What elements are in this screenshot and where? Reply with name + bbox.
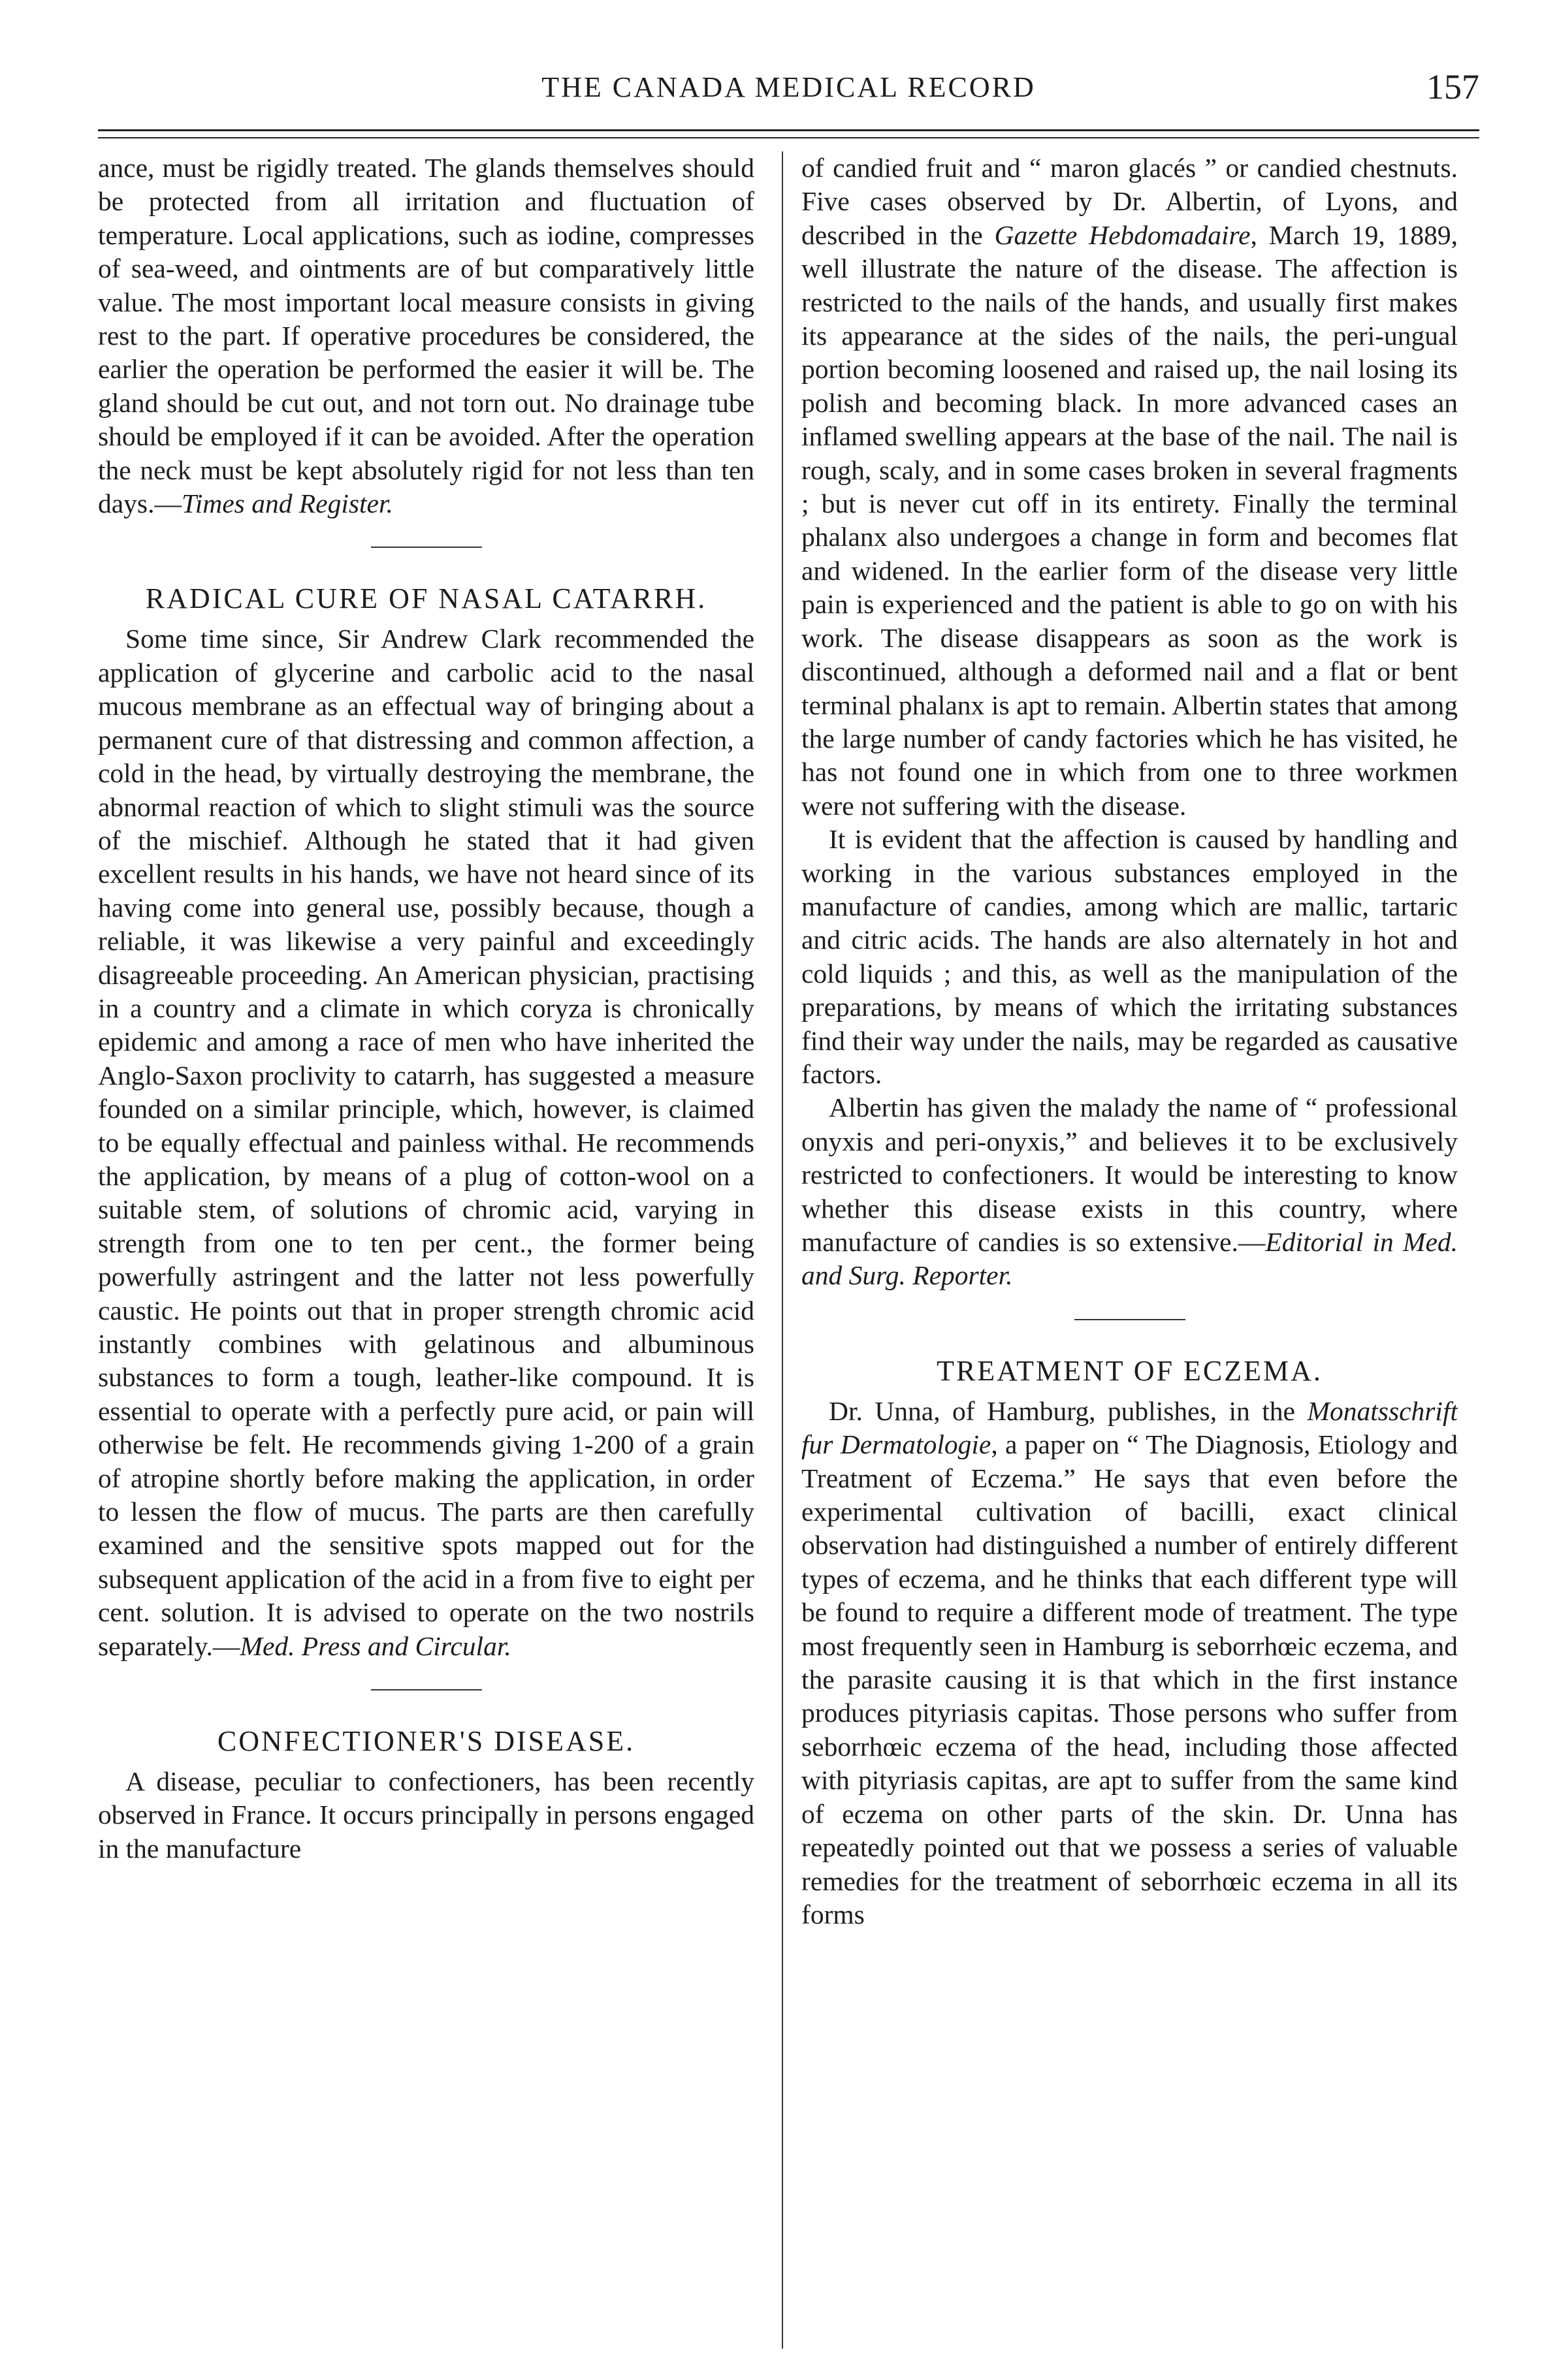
journal-name: Gazette Hebdomadaire [994,219,1251,250]
page-number: 157 [1426,67,1479,106]
header-rule [98,129,1479,131]
header-rule-thin [98,137,1479,138]
section-divider [1074,1319,1185,1320]
source-citation: Med. Press and Circular. [240,1630,511,1661]
article-continuation: ance, must be rigidly treated. The glands themselves should be protected from all irritation and fluctuation of temperature. Local applications, such as iodine, compresses of sea-weed, and ointments are of but comparatively little value. The most important local measure consists in giving rest to the part. If operative procedures be considered, the earlier the operation be performed the easier it will be. The gland should be cut out, and not torn out. No drainage tube should be employed if it can be avoided. After the operation the neck must be kept absolutely rigid for not less than ten days.—Times and Register. [98,153,754,519]
article-heading: TREATMENT OF ECZEMA. [937,1354,1323,1387]
left-column [98,151,754,2345]
journal-title: THE CANADA MEDICAL RECORD [541,71,1036,103]
article-heading: RADICAL CURE OF NASAL CATARRH. [145,582,707,615]
article-body: It is evident that the affection is caused by handling and working in the various substances employed in the manufacture of candies, among which are mallic, tartaric and citric acids. The hands are also alternately in hot and cold liquids ; and this, as well as the manipulation of the preparations, by means of which the irritating substances find their way under the nails, may be regarded as causative factors. [801,824,1458,1089]
article-body-continued: of candied fruit and “ maron glacés ” or candied chestnuts. Five cases observed by Dr. Albertin, of Lyons, and described in the Gazette Hebdomadaire, March 19, 1889, well illustrate the nature of the disease. The affection is restricted to the nails of the hands, and usually first makes its appearance at the sides of the nails, the peri-ungual portion becoming loosened and raised up, the nail losing its polish and becoming black. In more advanced cases an inflamed swelling appears at the base of the nail. The nail is rough, scaly, and in some cases broken in several fragments ; but is never cut off in its entirety. Finally the terminal phalanx also undergoes a change in form and becomes flat and widened. In the earlier form of the disease very little pain is experienced and the patient is able to go on with his work. The disease disappears as soon as the work is discontinued, although a deformed nail and a flat or bent terminal phalanx is apt to remain. Albertin states that among the large number of candy factories which he has visited, he has not found one in which from one to three workmen were not suffering with the disease. [801,153,1458,821]
article-body: A disease, peculiar to confectioners, has been recently observed in France. It occurs principally in persons engaged in the manufacture [98,1766,754,1864]
running-head [98,67,1479,116]
section-divider [371,547,482,548]
article-heading: CONFECTIONER'S DISEASE. [217,1725,635,1758]
article-body: Dr. Unna, of Hamburg, publishes, in the Monatsschrift fur Dermatologie, a paper on “ The Diagnosis, Etiology and Treatment of Eczema.” He says that even before the experimental cultivation of bacilli, exact clinical observation had distinguished a number of entirely different types of eczema, and he thinks that each different type will be found to require a different mode of treatment. The type most frequently seen in Hamburg is seborrhœic eczema, and the parasite causing it is that which in the first instance produces pityriasis capitas. Those persons who suffer from seborrhœic eczema of the head, including those affected with pityriasis capitas, are apt to suffer from the same kind of eczema on other parts of the skin. Dr. Unna has repeatedly pointed out that we possess a series of valuable remedies for the treatment of seborrhœic eczema in all its forms [801,1395,1458,1929]
source-citation: Editorial in Med. and Surg. Reporter. [801,1227,1458,1291]
journal-name: Monatsschrift fur Dermatologie [801,1395,1458,1460]
article-body: Albertin has given the malady the name of “ professional onyxis and peri-onyxis,” and believes it to be exclusively restricted to confectioners. It would be interesting to know whether this disease exists in this country, where manufacture of candies is so extensive.—Editorial in Med. and Surg. Reporter. [801,1092,1458,1291]
article-body: Some time since, Sir Andrew Clark recommended the application of glycerine and carbolic acid to the nasal mucous membrane as an effectual way of bringing about a permanent cure of that distressing and common affection, a cold in the head, by virtually destroying the membrane, the abnormal reaction of which to slight stimuli was the source of the mischief. Although he stated that it had given excellent results in his hands, we have not heard since of its having come into general use, possibly because, though a reliable, it was likewise a very painful and exceedingly disagreeable proceeding. An American physician, practising in a country and a climate in which coryza is chronically epidemic and among a race of men who have inherited the Anglo-Saxon proclivity to catarrh, has suggested a measure founded on a similar principle, which, however, is claimed to be equally effectual and painless withal. He recommends the application, by means of a plug of cotton-wool on a suitable stem, of solutions of chromic acid, varying in strength from one to ten per cent., the former being powerfully astringent and the latter not less powerfully caustic. He points out that in proper strength chromic acid instantly combines with gelatinous and albuminous substances to form a tough, leather-like compound. It is essential to operate with a perfectly pure acid, or pain will otherwise be felt. He recommends giving 1-200 of a grain of atropine shortly before making the application, in order to lessen the flow of mucus. The parts are then carefully examined and the sensitive spots mapped out for the subsequent application of the acid in a from five to eight per cent. solution. It is advised to operate on the two nostrils separately.—Med. Press and Circular. [98,624,754,1661]
right-column [801,151,1458,2345]
section-divider [371,1689,482,1690]
source-citation: Times and Register. [181,488,393,519]
column-divider [782,151,783,2349]
